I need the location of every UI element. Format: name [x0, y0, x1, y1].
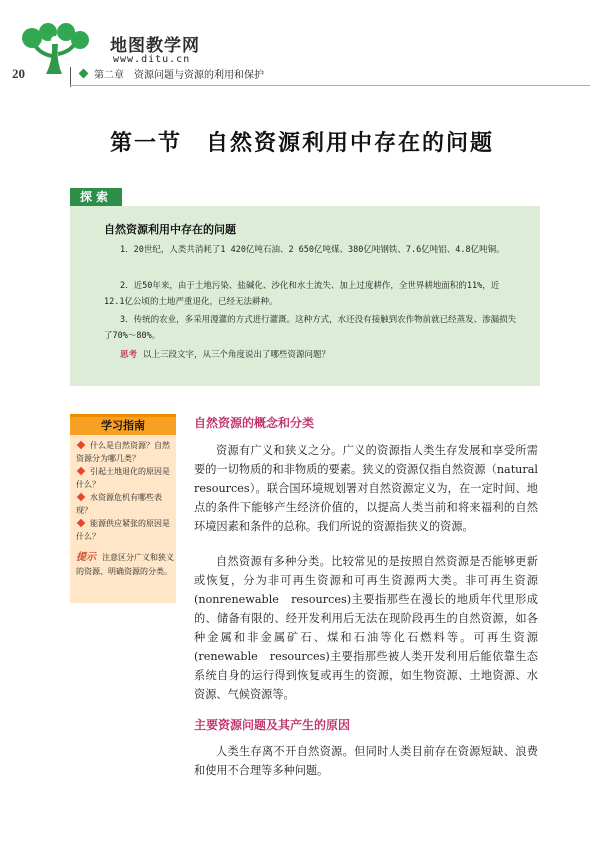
heading-resource-concept: 自然资源的概念和分类: [194, 416, 315, 430]
header-rule: [70, 85, 590, 86]
site-url: www.ditu.cn: [113, 54, 191, 65]
diamond-bullet-icon: [77, 519, 85, 527]
guide-item: 引起土地退化的原因是什么？: [76, 467, 170, 489]
guide-item: 什么是自然资源？自然资源分为哪几类？: [76, 441, 170, 463]
site-name: 地图教学网: [110, 36, 200, 56]
hint-text: 注意区分广义和狭义的资源、明确资源的分类。: [76, 553, 174, 576]
explore-box: [70, 206, 540, 386]
guide-item: 水资源危机有哪些表现？: [76, 493, 162, 515]
body-paragraph-2: 自然资源有多种分类。比较常见的是按照自然资源是否能够更新或恢复，分为非可再生资源和可再生资源两大类。非可再生资源(nonrenewable resources)主要指那些在漫长的地质年代里形成的、储备有限的、经开发利用后无法在现阶段再生的自然资源，如各种金属和非金属矿石、煤和石油等化石燃料等。可再生资源(renewable resources)主要指那些被人类开发利用后能依靠生态系统自身的运行得到恢复或再生的资源，如生物资源、土地资源、水资源、气候资源等。: [194, 555, 538, 701]
body-paragraph-3: 人类生存离不开自然资源。但同时人类目前存在资源短缺、浪费和使用不合理等多种问题。: [194, 745, 538, 777]
think-question: [120, 348, 330, 360]
heading-resource-problems: 主要资源问题及其产生的原因: [194, 718, 351, 732]
body-paragraph-1: 资源有广义和狭义之分。广义的资源指人类生存发展和享受所需要的一切物质的和非物质的要素。狭义的资源仅指自然资源（natural resources）。联合国环境规划署对自然资源定义为，在一定时间、地点的条件下能够产生经济价值的，以提高人类当前和将来福利的自然环境因素和条件的总称。我们所说的资源指狭义的资源。: [194, 444, 550, 533]
diamond-bullet-icon: [77, 441, 85, 449]
explore-paragraph-3: 3．传统的农业，多采用漫灌的方式进行灌溉。这种方式，水还没有接触到农作物前就已经蒸发、渗漏损失了70%～80%。: [104, 315, 517, 341]
guide-hint: [76, 551, 174, 579]
explore-heading: 自然资源利用中存在的问题: [104, 223, 236, 236]
page-number: 20: [12, 66, 25, 81]
think-text: 以上三段文字，从三个角度说出了哪些资源问题？: [143, 350, 331, 360]
chapter-title: 第二章 资源问题与资源的利用和保护: [94, 70, 264, 81]
section-title: 第一节 自然资源利用中存在的问题: [109, 130, 494, 156]
diamond-bullet-icon: [77, 493, 85, 501]
explore-paragraph-2: 2．近50年来，由于土地污染、盐碱化、沙化和水土流失、加上过度耕作，全世界耕地面积的11%，近12.1亿公顷的土地严重退化，已经无法耕种。: [104, 281, 500, 307]
header-divider: [70, 67, 71, 87]
explore-paragraph-1: 1．20世纪，人类共消耗了1 420亿吨石油、2 650亿吨煤、380亿吨钢铁、7.6亿吨铝、4.8亿吨铜。: [120, 245, 505, 255]
diamond-bullet-icon: [77, 467, 85, 475]
explore-tab: 探索: [70, 188, 122, 206]
think-label: 思考: [120, 350, 138, 360]
study-guide-title: 学习指南: [70, 417, 176, 435]
guide-item: 能源供应紧张的原因是什么？: [76, 519, 170, 541]
study-guide-box: [70, 414, 176, 603]
hint-label: 提示: [76, 552, 96, 563]
